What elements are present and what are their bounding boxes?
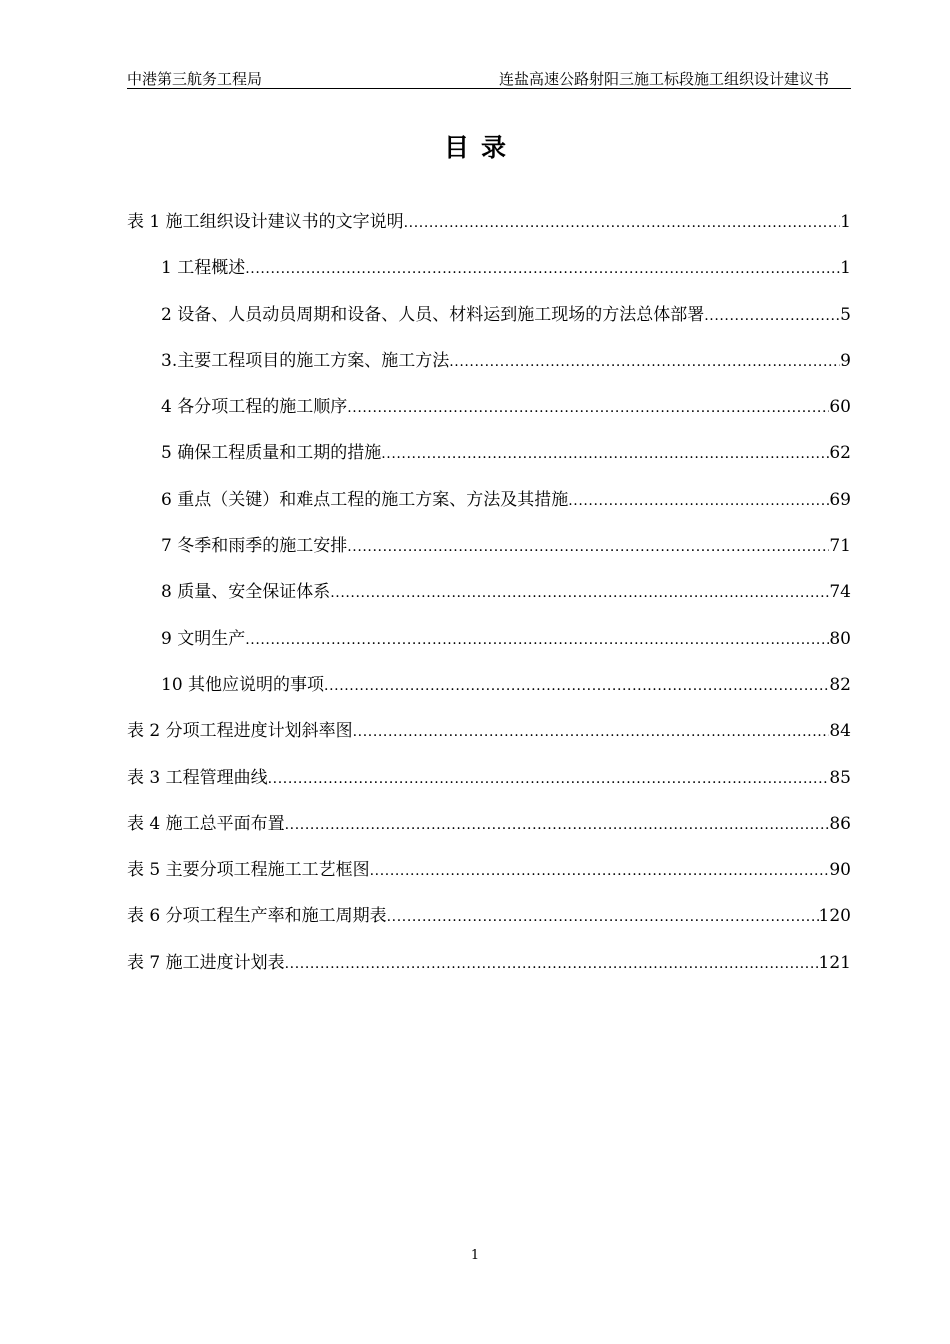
- toc-entry-label: 5 确保工程质量和工期的措施: [161, 443, 382, 464]
- toc-entry[interactable]: [127, 207, 851, 253]
- toc-dot-leader: [704, 308, 840, 324]
- toc-dot-leader: [268, 771, 830, 787]
- toc-entry-label: 表 7 施工进度计划表: [127, 952, 285, 973]
- toc-entry-page: 121: [818, 952, 851, 973]
- toc-entry-label: 表 6 分项工程生产率和施工周期表: [127, 906, 387, 927]
- toc-entry-page: 74: [829, 582, 851, 603]
- header-organization: 中港第三航务工程局: [127, 70, 263, 88]
- toc-entry-label: 4 各分项工程的施工顺序: [161, 397, 348, 418]
- toc-entry[interactable]: [127, 855, 851, 901]
- toc-entry-page: 9: [840, 350, 851, 371]
- toc-dot-leader: [347, 400, 829, 416]
- toc-dot-leader: [404, 215, 841, 231]
- toc-entry-page: 71: [829, 536, 851, 557]
- toc-entry-label: 3.主要工程项目的施工方案、施工方法: [161, 350, 450, 371]
- toc-entry[interactable]: [127, 346, 851, 392]
- table-of-contents: [127, 207, 851, 994]
- toc-dot-leader: [387, 909, 819, 925]
- toc-entry[interactable]: [127, 716, 851, 762]
- toc-entry-label: 表 3 工程管理曲线: [127, 767, 268, 788]
- toc-entry-page: 86: [829, 813, 851, 834]
- toc-entry-page: 1: [840, 258, 851, 279]
- toc-entry-label: 表 5 主要分项工程施工工艺框图: [127, 860, 370, 881]
- page-header: [127, 66, 851, 89]
- toc-entry-label: 1 工程概述: [161, 258, 246, 279]
- toc-entry-label: 10 其他应说明的事项: [161, 674, 325, 695]
- toc-entry-page: 90: [829, 860, 851, 881]
- toc-dot-leader: [285, 817, 830, 833]
- toc-dot-leader: [330, 585, 829, 601]
- toc-entry[interactable]: [127, 901, 851, 947]
- toc-dot-leader: [568, 493, 829, 509]
- toc-entry[interactable]: [127, 763, 851, 809]
- toc-dot-leader: [347, 539, 829, 555]
- header-document-title: 连盐高速公路射阳三施工标段施工组织设计建议书: [498, 70, 829, 88]
- toc-dot-leader: [381, 446, 829, 462]
- toc-entry-page: 84: [829, 721, 851, 742]
- toc-entry-label: 表 2 分项工程进度计划斜率图: [127, 721, 353, 742]
- toc-dot-leader: [285, 956, 819, 972]
- page-number: 1: [470, 1248, 480, 1263]
- toc-entry[interactable]: [127, 485, 851, 531]
- toc-dot-leader: [370, 863, 830, 879]
- toc-entry[interactable]: [127, 253, 851, 299]
- toc-entry-page: 85: [829, 767, 851, 788]
- toc-entry-label: 表 4 施工总平面布置: [127, 813, 285, 834]
- toc-entry-label: 7 冬季和雨季的施工安排: [161, 536, 348, 557]
- toc-entry-label: 9 文明生产: [161, 628, 246, 649]
- toc-entry-label: 8 质量、安全保证体系: [161, 582, 331, 603]
- toc-entry[interactable]: [127, 624, 851, 670]
- toc-dot-leader: [324, 678, 829, 694]
- toc-entry[interactable]: [127, 438, 851, 484]
- toc-entry-page: 60: [829, 397, 851, 418]
- toc-entry-label: 6 重点（关键）和难点工程的施工方案、方法及其措施: [161, 489, 569, 510]
- toc-entry-page: 82: [829, 674, 851, 695]
- toc-entry[interactable]: [127, 531, 851, 577]
- toc-entry-page: 69: [829, 489, 851, 510]
- toc-entry[interactable]: [127, 670, 851, 716]
- toc-dot-leader: [245, 261, 840, 277]
- toc-entry-page: 120: [818, 906, 851, 927]
- toc-entry-label: 表 1 施工组织设计建议书的文字说明: [127, 212, 404, 232]
- toc-entry[interactable]: [127, 809, 851, 855]
- toc-entry[interactable]: [127, 948, 851, 994]
- toc-entry-page: 62: [829, 443, 851, 464]
- page-title: 目录: [443, 133, 518, 162]
- toc-entry[interactable]: [127, 577, 851, 623]
- toc-dot-leader: [449, 354, 840, 370]
- toc-entry-label: 2 设备、人员动员周期和设备、人员、材料运到施工现场的方法总体部署: [161, 304, 705, 325]
- toc-dot-leader: [353, 724, 830, 740]
- toc-entry-page: 1: [840, 212, 851, 232]
- toc-entry[interactable]: [127, 300, 851, 346]
- toc-entry-page: 5: [840, 304, 851, 325]
- toc-dot-leader: [245, 632, 829, 648]
- toc-entry-page: 80: [829, 628, 851, 649]
- toc-entry[interactable]: [127, 392, 851, 438]
